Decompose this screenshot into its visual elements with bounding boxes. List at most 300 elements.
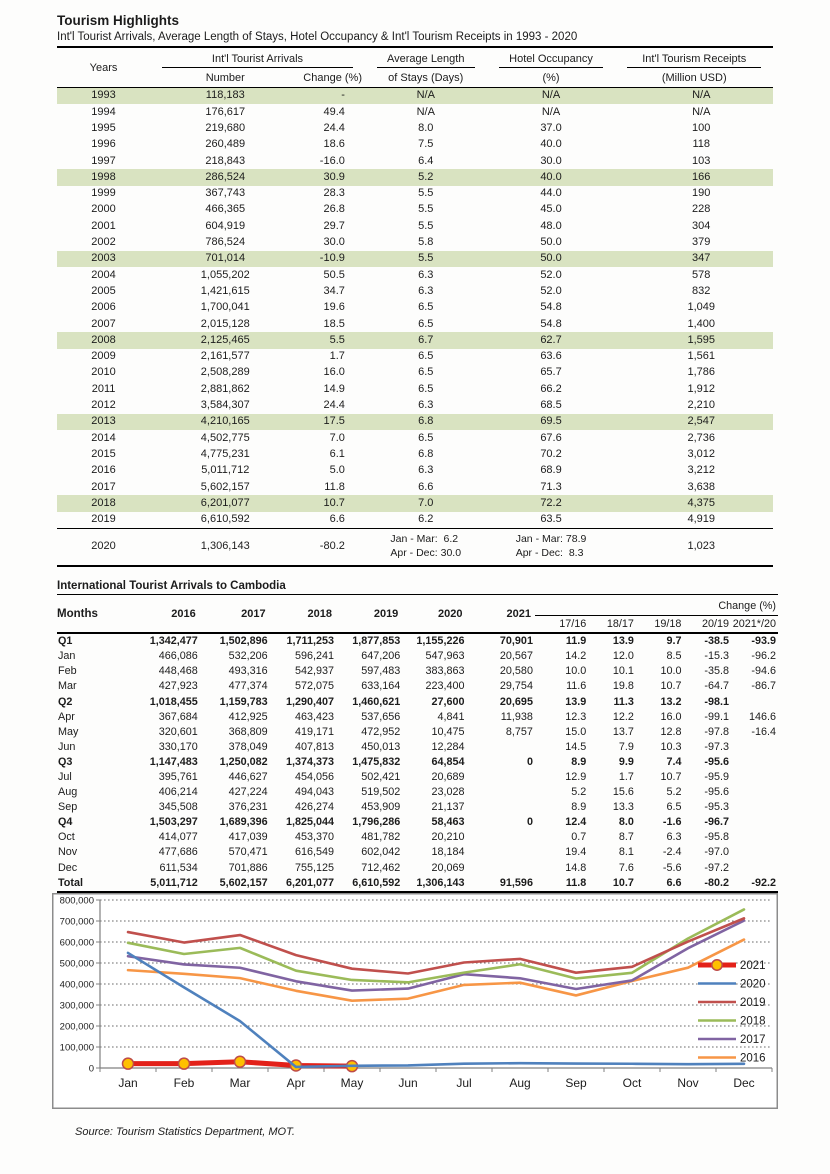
change-cell: 16.0	[323, 366, 345, 379]
occupancy-cell: 67.6	[540, 431, 562, 444]
change-value-cell: -97.3	[704, 740, 730, 753]
change-value-cell	[731, 740, 778, 755]
change-value-cell: 13.7	[612, 725, 634, 738]
receipts-cell: 118	[692, 138, 710, 151]
year-cell: 2008	[91, 333, 116, 346]
col-header-change: Change (%)	[303, 71, 362, 84]
table-row	[57, 88, 773, 105]
legend-entry-2016: 2016	[740, 1052, 766, 1065]
number-cell: 466,365	[205, 203, 246, 216]
receipts-cell: 103	[692, 154, 711, 167]
year-cell: 1998	[91, 170, 116, 183]
page-subtitle: Int'l Tourist Arrivals, Average Length of Stays, Hotel Occupancy & Int'l Tourism Receipts in 1993 - 2020	[57, 31, 578, 43]
x-tick-label: May	[340, 1075, 364, 1090]
year-value-cell: 448,468	[158, 665, 198, 678]
occupancy-cell: 68.5	[540, 399, 562, 412]
change-value-cell: -64.7	[704, 680, 730, 693]
receipts-cell: 228	[692, 203, 711, 216]
change-cell: 30.9	[323, 170, 345, 183]
receipts-cell: 2,736	[687, 431, 715, 444]
year-value-cell: 5,602,157	[219, 876, 268, 889]
year-cell: 1999	[91, 187, 116, 200]
change-value-cell: 8.9	[571, 801, 587, 814]
receipts-cell: 4,919	[687, 513, 715, 526]
year-value-cell: 1,503,297	[149, 816, 198, 829]
year-value-cell: 519,502	[361, 786, 401, 799]
change-value-cell: 5.2	[571, 786, 587, 799]
year-value-cell: 395,761	[158, 771, 198, 783]
table-row	[57, 267, 773, 283]
change-value-cell: 12.3	[565, 710, 587, 723]
year-value-cell: 11,938	[500, 710, 533, 723]
change-value-cell: 13.2	[660, 695, 682, 708]
receipts-cell: 578	[692, 268, 711, 281]
change-value-cell	[731, 860, 778, 875]
month-label-cell: Nov	[58, 846, 78, 859]
table-row	[57, 725, 778, 740]
year-value-cell: 1,825,044	[285, 816, 334, 829]
number-cell: 260,489	[205, 138, 246, 151]
receipts-cell: 190	[692, 187, 711, 200]
x-tick-label: Sep	[565, 1075, 587, 1090]
month-label-cell: Aug	[58, 786, 78, 799]
table-row	[57, 479, 773, 495]
year-value-cell: 29,754	[499, 680, 533, 693]
y-tick-label: 500,000	[59, 958, 94, 970]
change-value-cell: -97.0	[704, 846, 730, 859]
year-value-cell: 494,043	[294, 786, 334, 799]
year-value-cell: 755,125	[294, 861, 334, 874]
change-cell: 18.6	[323, 138, 345, 151]
year-cell: 2014	[91, 431, 116, 444]
change-value-cell: 7.4	[666, 755, 682, 768]
change-value-cell: -2.4	[662, 846, 682, 859]
number-cell: 4,502,775	[200, 431, 250, 444]
change-value-cell: 11.8	[565, 876, 587, 889]
change-value-cell: 11.6	[566, 680, 587, 693]
occupancy-cell: 68.9	[540, 464, 562, 477]
table-row	[57, 876, 778, 892]
year-value-cell: 1,796,286	[352, 816, 401, 829]
x-tick-label: Nov	[677, 1075, 699, 1090]
x-tick-label: Feb	[173, 1075, 195, 1090]
year-cell: 1996	[91, 138, 116, 151]
number-cell: 6,201,077	[200, 496, 250, 509]
legend-entry-2018: 2018	[740, 1015, 766, 1028]
stays-cell: 8.0	[418, 121, 434, 134]
month-label-cell: Q2	[58, 695, 73, 708]
year-value-cell: 477,686	[158, 846, 198, 859]
col-header-receipts-sub: (Million USD)	[661, 71, 727, 84]
historical-table-header	[57, 47, 773, 88]
occupancy-cell: 50.0	[540, 236, 562, 249]
year-value-cell: 8,757	[505, 725, 533, 738]
col-header-2021: 2021	[506, 608, 531, 621]
year-value-cell: 12,284	[431, 740, 465, 753]
col-header-18-17: 18/17	[606, 618, 634, 631]
year-value-cell: 542,937	[294, 665, 334, 678]
y-tick-label: 300,000	[59, 1000, 94, 1012]
year-value-cell: 20,567	[499, 650, 533, 663]
change-value-cell	[731, 770, 778, 785]
change-cell: 28.3	[323, 187, 345, 200]
year-cell: 2007	[91, 317, 116, 330]
occupancy-cell: 48.0	[540, 219, 562, 232]
change-value-cell: 12.0	[612, 650, 634, 663]
col-header-17-16: 17/16	[559, 618, 587, 631]
year-value-cell: 453,370	[294, 831, 334, 844]
change-value-cell: -35.8	[704, 665, 730, 678]
receipts-cell: 1,912	[687, 382, 715, 395]
year-value-cell: 481,782	[361, 831, 401, 844]
year-value-cell: 70,901	[499, 635, 533, 648]
occupancy-cell: 40.0	[540, 170, 562, 183]
occupancy-cell: 40.0	[540, 138, 562, 151]
col-header-2019: 2019	[373, 608, 399, 621]
occupancy-cell: 37.0	[540, 121, 562, 134]
occupancy-cell: 50.0	[540, 252, 562, 265]
table-row	[57, 153, 773, 169]
x-tick-label: Dec	[733, 1075, 755, 1090]
year-value-cell: 1,460,621	[352, 695, 401, 708]
change-value-cell: -5.6	[662, 861, 682, 874]
month-label-cell: Total	[58, 876, 83, 889]
change-cell: 19.6	[323, 301, 345, 314]
change-cell: 5.5	[329, 333, 345, 346]
month-label-cell: Q3	[58, 755, 73, 768]
change-cell: 34.7	[323, 284, 345, 297]
number-cell: 1,306,143	[150, 529, 300, 567]
receipts-cell: 379	[692, 236, 711, 249]
legend-entry-2020: 2020	[740, 978, 766, 991]
change-cell: 24.4	[323, 399, 345, 412]
year-cell: 2017	[91, 480, 116, 493]
stays-cell: 6.3	[418, 399, 434, 412]
year-value-cell: 477,374	[228, 680, 268, 693]
receipts-cell: 2,547	[687, 415, 715, 428]
year-value-cell: 570,471	[228, 846, 268, 859]
year-cell: 2000	[91, 203, 116, 216]
y-tick-label: 400,000	[59, 979, 94, 991]
year-value-cell: 463,423	[294, 710, 334, 723]
stays-cell: 6.4	[418, 154, 434, 167]
col-header-stays-group	[365, 47, 487, 68]
table-row	[57, 463, 773, 479]
year-value-cell: 4,841	[437, 710, 465, 723]
year-value-cell: 21,137	[431, 801, 465, 814]
stays-cell: 5.5	[418, 252, 434, 265]
table-row	[57, 845, 778, 860]
arrivals-group-label: Int'l Tourist Arrivals	[162, 53, 353, 68]
stays-cell: 7.5	[418, 138, 434, 151]
change-value-cell: 10.7	[660, 771, 682, 783]
year-value-cell: 427,224	[228, 786, 268, 799]
change-value-cell: 14.2	[565, 650, 587, 663]
change-value-cell: -92.2	[751, 876, 776, 889]
y-tick-label: 600,000	[59, 937, 94, 949]
col-header-years: Years	[89, 61, 118, 74]
occupancy-cell: 62.7	[540, 333, 562, 346]
change-value-cell: -96.2	[751, 650, 776, 663]
stays-cell: 7.0	[418, 496, 434, 509]
table-row	[57, 664, 778, 679]
change-value-cell: -86.7	[751, 680, 776, 693]
occupancy-cell: 72.2	[540, 496, 562, 509]
col-header-receipts-group	[615, 47, 773, 68]
change-value-cell: -80.2	[704, 876, 730, 889]
change-cell: 24.4	[323, 121, 345, 134]
change-value-cell: 16.0	[660, 710, 682, 723]
stays-cell: 6.5	[418, 350, 434, 363]
change-value-cell: -98.1	[704, 695, 730, 708]
month-label-cell: Sep	[58, 801, 78, 814]
year-value-cell: 1,502,896	[219, 635, 268, 648]
stays-cell	[365, 529, 487, 567]
occupancy-cell: 63.6	[540, 350, 562, 363]
year-value-cell: 1,475,832	[352, 755, 401, 768]
table-row	[57, 633, 778, 649]
page-title: Tourism Highlights	[57, 13, 179, 28]
year-value-cell: 1,159,783	[219, 695, 268, 708]
table-row	[57, 251, 773, 267]
table-row	[57, 512, 773, 529]
year-value-cell: 0	[526, 816, 533, 829]
receipts-cell: 1,023	[615, 529, 773, 567]
year-value-cell: 383,863	[425, 665, 465, 678]
arrivals-line-chart	[52, 893, 778, 1109]
year-value-cell: 472,952	[361, 725, 401, 738]
chart-panel	[52, 893, 778, 1109]
number-cell: 5,602,157	[200, 480, 250, 493]
year-value-cell: 602,042	[361, 846, 401, 859]
change-cell: 18.5	[323, 317, 345, 330]
change-value-cell: 1.7	[618, 771, 634, 783]
change-value-cell: 7.6	[618, 861, 634, 874]
change-value-cell: 0.7	[571, 831, 587, 844]
y-tick-label: 200,000	[59, 1021, 94, 1033]
change-value-cell	[731, 815, 778, 830]
year-value-cell: 58,463	[431, 816, 465, 829]
occupancy-cell: 69.5	[540, 415, 562, 428]
occupancy-cell: 70.2	[540, 447, 562, 460]
year-value-cell: 367,684	[158, 710, 198, 723]
year-value-cell: 597,483	[361, 665, 401, 678]
occupancy-cell: 44.0	[540, 187, 562, 200]
stays-cell: 6.5	[418, 301, 434, 314]
year-value-cell: 376,231	[228, 801, 268, 814]
year-value-cell	[466, 740, 534, 755]
month-label-cell: Jul	[58, 771, 72, 783]
year-cell: 2016	[91, 464, 116, 477]
table-row	[57, 649, 778, 664]
receipts-cell: 2,210	[687, 399, 715, 412]
col-header-stays-sub: of Stays (Days)	[388, 71, 464, 84]
year-value-cell: 0	[526, 755, 533, 768]
change-cell: -10.9	[319, 252, 345, 265]
table-row	[57, 137, 773, 153]
series-marker-2021	[123, 1058, 134, 1069]
change-value-cell: 12.9	[565, 771, 587, 783]
x-tick-label: Jan	[118, 1075, 138, 1090]
change-value-cell: 146.6	[748, 710, 776, 723]
change-cell: 30.0	[323, 236, 345, 249]
occupancy-cell: 52.0	[540, 284, 562, 297]
year-value-cell: 454,056	[294, 771, 334, 783]
x-tick-label: Jul	[456, 1075, 472, 1090]
year-cell: 1994	[91, 105, 116, 118]
change-value-cell: 8.0	[618, 816, 634, 829]
occupancy-cell: N/A	[541, 105, 561, 118]
occupancy-cell: 65.7	[540, 366, 562, 379]
change-value-cell: 14.5	[565, 740, 587, 753]
number-cell: 786,524	[205, 236, 246, 249]
table-row	[57, 694, 778, 709]
table-row	[57, 740, 778, 755]
x-tick-label: Oct	[622, 1075, 642, 1090]
table-row	[57, 235, 773, 251]
year-value-cell: 426,274	[294, 801, 334, 814]
y-tick-label: 700,000	[59, 916, 94, 928]
month-label-cell: Jun	[58, 740, 76, 753]
change-cell: 6.1	[329, 447, 345, 460]
table-row	[57, 202, 773, 218]
occupancy-cell: 63.5	[540, 513, 562, 526]
year-value-cell: 417,039	[228, 831, 268, 844]
col-header-2018: 2018	[307, 608, 332, 621]
number-cell: 3,584,307	[200, 399, 250, 412]
year-value-cell: 572,075	[294, 680, 334, 693]
year-value-cell	[466, 770, 534, 785]
year-value-cell: 1,155,226	[416, 635, 465, 648]
year-value-cell: 10,475	[431, 725, 465, 738]
year-value-cell: 446,627	[228, 771, 268, 783]
change-value-cell: 15.0	[565, 725, 587, 738]
change-value-cell: -95.6	[704, 755, 730, 768]
year-value-cell: 5,011,712	[150, 876, 198, 889]
year-value-cell: 1,250,082	[219, 755, 268, 768]
year-value-cell: 6,610,592	[352, 876, 401, 889]
number-cell: 286,524	[205, 170, 246, 183]
stays-cell: N/A	[416, 89, 435, 102]
table-row	[57, 186, 773, 202]
table-row	[57, 860, 778, 875]
receipts-cell: 166	[692, 170, 711, 183]
change-value-cell: 8.7	[618, 831, 634, 844]
change-cell: 50.5	[323, 268, 345, 281]
stays-cell: 6.5	[418, 317, 434, 330]
change-cell: -16.0	[319, 154, 345, 167]
year-value-cell: 701,886	[228, 861, 268, 874]
year-cell: 2020	[57, 529, 150, 567]
year-value-cell: 596,241	[294, 650, 334, 663]
year-value-cell: 537,656	[361, 710, 401, 723]
year-value-cell: 27,600	[431, 695, 465, 708]
occupancy-cell: 71.3	[540, 480, 562, 493]
table-row-2020	[57, 529, 773, 567]
change-value-cell: 12.2	[612, 710, 634, 723]
year-value-cell: 368,809	[228, 725, 268, 738]
col-header-19-18: 19/18	[654, 618, 682, 631]
table-row	[57, 414, 773, 430]
change-cell: 14.9	[323, 382, 345, 395]
year-value-cell: 616,549	[294, 846, 334, 859]
number-cell: 2,161,577	[200, 350, 250, 363]
table-row	[57, 709, 778, 724]
change-value-cell: 19.4	[565, 846, 587, 859]
receipts-cell: 1,400	[687, 317, 715, 330]
change-value-cell: -15.3	[704, 650, 730, 663]
stays-cell: 6.3	[418, 464, 434, 477]
change-value-cell: -16.4	[751, 725, 776, 738]
stays-cell: 5.5	[418, 203, 434, 216]
occupancy-cell: N/A	[541, 89, 561, 102]
change-value-cell: 13.9	[565, 695, 587, 708]
year-value-cell: 547,963	[425, 650, 465, 663]
y-tick-label: 100,000	[59, 1042, 94, 1054]
change-value-cell: 6.6	[666, 876, 682, 889]
year-value-cell: 419,171	[294, 725, 334, 738]
change-cell: 1.7	[329, 350, 345, 363]
change-value-cell: -99.1	[704, 710, 730, 723]
historical-table	[57, 46, 773, 567]
change-value-cell: -94.6	[751, 665, 776, 678]
stays-cell: 5.5	[418, 187, 434, 200]
year-cell: 2002	[91, 236, 116, 249]
year-cell: 2011	[91, 382, 116, 395]
year-cell: 1993	[91, 89, 116, 102]
month-label-cell: Feb	[58, 665, 77, 678]
receipts-cell: N/A	[692, 89, 711, 102]
change-value-cell: 10.3	[660, 740, 682, 753]
stays-cell: 5.5	[418, 219, 434, 232]
change-cell: 11.8	[324, 480, 345, 493]
year-cell: 1997	[91, 154, 116, 167]
year-cell: 2019	[91, 513, 116, 526]
change-value-cell: -95.8	[704, 831, 730, 844]
number-cell: 2,015,128	[200, 317, 250, 330]
year-value-cell	[466, 860, 534, 875]
change-value-cell: 10.0	[660, 665, 682, 678]
change-cell: 7.0	[329, 431, 345, 444]
number-cell: 1,055,202	[200, 268, 250, 281]
year-cell: 2001	[91, 219, 116, 232]
table-row	[57, 218, 773, 234]
change-value-cell: -96.7	[704, 816, 730, 829]
year-value-cell: 414,077	[158, 831, 198, 844]
year-value-cell: 378,049	[228, 740, 268, 753]
occupancy-group-label: Hotel Occupancy	[499, 53, 604, 68]
year-value-cell: 1,342,477	[149, 635, 198, 648]
table-row	[57, 316, 773, 332]
occupancy-cell: 30.0	[540, 154, 562, 167]
change-value-cell: 13.9	[612, 635, 634, 648]
change-value-cell: -93.9	[751, 635, 776, 648]
change-cell: 17.5	[323, 415, 345, 428]
year-value-cell: 345,508	[158, 801, 198, 814]
change-value-cell	[731, 755, 778, 770]
year-value-cell: 502,421	[361, 771, 401, 783]
year-value-cell: 406,214	[158, 786, 198, 799]
year-cell: 1995	[91, 121, 116, 134]
change-value-cell: 10.1	[612, 665, 634, 678]
year-value-cell: 20,580	[499, 665, 533, 678]
change-value-cell	[731, 830, 778, 845]
table-row	[57, 169, 773, 185]
change-cell: -80.2	[300, 529, 364, 567]
occupancy-cell: 54.8	[540, 317, 562, 330]
col-header-occupancy-group	[487, 47, 616, 68]
stays-cell: 6.3	[418, 268, 434, 281]
